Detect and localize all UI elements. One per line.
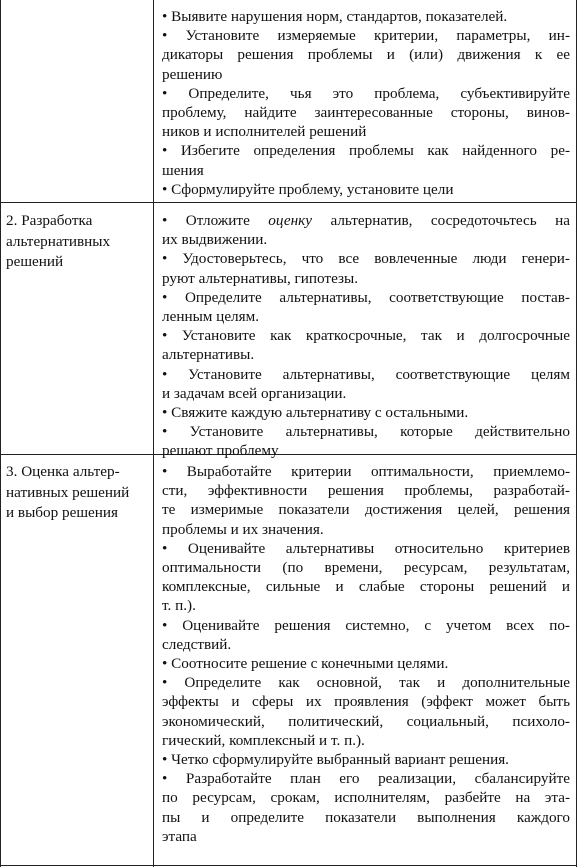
- text-line: • Разработайте план его реализации, сбалансируйте: [162, 770, 570, 788]
- text-line: • Избегите определения проблемы как найденного ре-: [162, 142, 570, 160]
- text-line: • Сформулируйте проблему, установите цели: [162, 180, 454, 198]
- table-border-left: [0, 0, 1, 867]
- text-line: • Выявите нарушения норм, стандартов, показателей.: [162, 8, 508, 25]
- text-line: решению: [162, 65, 223, 83]
- table-row-divider: [0, 202, 577, 203]
- text-line: • Установите альтернативы, соответствующие целям: [162, 365, 570, 383]
- text-line: дикаторы решения проблемы и (или) движения к ее: [162, 46, 570, 64]
- text-line: • Определите альтернативы, соответствующие постав-: [162, 288, 570, 306]
- emphasized-word: оценку: [268, 212, 312, 229]
- text-line: проблему, найдите заинтересованные стороны, винов-: [162, 104, 570, 122]
- text-line: решают проблему: [162, 442, 279, 460]
- text-line: • Определите как основной, так и дополнительные: [162, 674, 570, 692]
- text-line: руют альтернативы, гипотезы.: [162, 269, 358, 287]
- text-line: • Свяжите каждую альтернативу с остальными.: [162, 404, 469, 422]
- recommendations-cell: [162, 7, 570, 199]
- text-line: эффекты и сферы их проявления (эффект может быть: [162, 693, 570, 711]
- text-line: • Установите измеряемые критерии, параметры, ин-: [162, 27, 570, 45]
- text-line: по ресурсам, срокам, исполнителям, разбейте на эта-: [162, 789, 570, 807]
- text-line: • Оценивайте альтернативы относительно критериев: [162, 539, 570, 557]
- text-line: [162, 211, 570, 230]
- text-line: проблемы и их значения.: [162, 520, 324, 538]
- text-line: комплексные, сильные и слабые стороны решений и: [162, 578, 570, 596]
- text-line: • Четко сформулируйте выбранный вариант решения.: [162, 751, 509, 769]
- text-line: • Удостоверьтесь, что все вовлеченные люди генери-: [162, 250, 570, 268]
- text-line: этапа: [162, 827, 197, 845]
- text-line: альтернативы.: [162, 346, 255, 364]
- text-line: те измеримые показатели достижения целей, решения: [162, 501, 570, 519]
- text-line: т. п.).: [162, 597, 196, 615]
- text-line: шения: [162, 161, 204, 179]
- text-line: • Установите как краткосрочные, так и долгосрочные: [162, 327, 570, 345]
- table-column-divider: [153, 0, 154, 867]
- text-line: • Выработайте критерии оптимальности, приемлемо-: [162, 463, 570, 480]
- text-line: • Определите, чья это проблема, субъективируйте: [162, 84, 570, 102]
- text-line: пы и определите показатели выполнения каждого: [162, 808, 570, 826]
- text-segment: • Отложите: [162, 212, 269, 229]
- text-line: ников и исполнителей решений: [162, 123, 367, 141]
- text-line: • Оценивайте решения системно, с учетом всех по-: [162, 616, 570, 634]
- text-segment: альтернатив, сосредоточьтесь на: [311, 212, 570, 229]
- table-border-bottom: [0, 865, 577, 866]
- stage-cell: 2. Разработка альтернативных решений: [6, 212, 111, 270]
- text-line: гический, комплексный и т. п.).: [162, 731, 365, 749]
- text-line: оптимальности (по времени, ресурсам, результатам,: [162, 559, 570, 577]
- stage-cell: 3. Оценка альтер- нативных решений и выбор решения: [6, 463, 130, 521]
- recommendations-cell: [162, 462, 570, 846]
- text-line: экономический, политический, социальный, психоло-: [162, 712, 570, 730]
- text-line: их выдвижении.: [162, 231, 268, 249]
- text-line: • Установите альтернативы, которые действительно: [162, 423, 570, 441]
- text-line: следствий.: [162, 635, 232, 653]
- text-line: • Соотносите решение с конечными целями.: [162, 655, 449, 673]
- recommendations-cell: [162, 211, 570, 461]
- text-line: ленным целям.: [162, 308, 260, 326]
- text-line: и задачам всей организации.: [162, 384, 347, 402]
- text-line: сти, эффективности решения проблемы, разработай-: [162, 482, 570, 500]
